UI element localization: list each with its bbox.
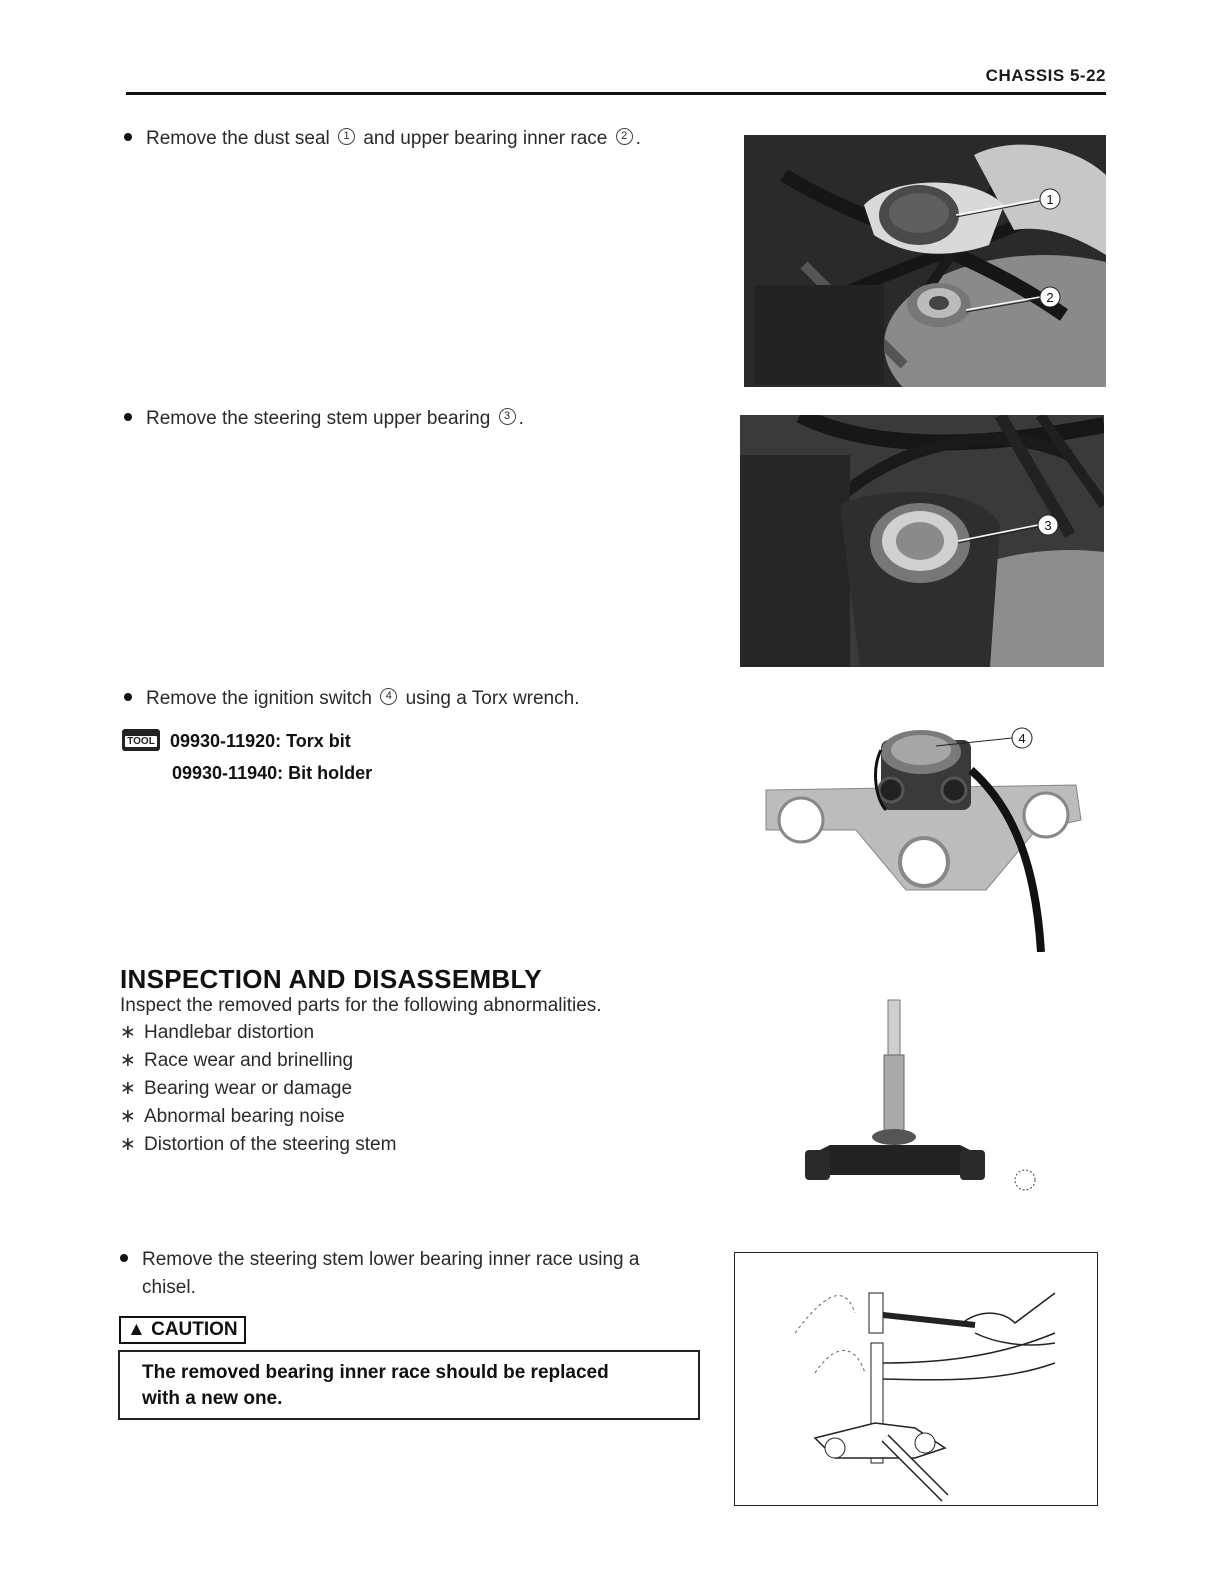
list-item: ∗ Distortion of the steering stem — [120, 1134, 397, 1155]
callout-ref-1: 1 — [338, 128, 355, 145]
inspection-intro: Inspect the removed parts for the following abnormalities. — [120, 995, 602, 1016]
callout-4: 4 — [1018, 731, 1026, 746]
step-text: . — [635, 128, 641, 149]
list-item: ∗ Abnormal bearing noise — [120, 1106, 345, 1127]
step-text: Remove the dust seal — [146, 128, 330, 149]
callout-ref-3: 3 — [499, 408, 516, 425]
tool-icon: TOOL — [122, 729, 160, 751]
list-item: ∗ Handlebar distortion — [120, 1022, 315, 1043]
step-ignition-switch — [124, 688, 579, 710]
callout-ref-4: 4 — [380, 688, 397, 705]
callout-ref-2: 2 — [616, 128, 633, 145]
photo-upper-bearing — [740, 415, 1104, 667]
photo-ignition-switch — [736, 690, 1108, 952]
step-text: Remove the steering stem upper bearing — [146, 408, 491, 429]
caution-text: The removed bearing inner race should be replaced — [142, 1362, 609, 1383]
callout-1: 1 — [1046, 192, 1054, 207]
inspection-list — [120, 1021, 396, 1161]
photo-dust-seal-removal — [744, 135, 1106, 387]
list-item: ∗ Bearing wear or damage — [120, 1078, 353, 1099]
caution-box — [118, 1350, 700, 1420]
tool-bit-holder: 09930-11940: Bit holder — [172, 763, 373, 783]
step-upper-bearing — [124, 408, 524, 430]
bullet-dot — [124, 133, 132, 141]
page-header-title: CHASSIS 5-22 — [985, 66, 1106, 85]
tool-torx-bit: 09930-11920: Torx bit — [170, 731, 351, 751]
section-title-inspection: INSPECTION AND DISASSEMBLY — [120, 964, 542, 994]
bullet-dot — [120, 1254, 128, 1262]
header-rule — [126, 92, 1106, 95]
step-lower-race — [120, 1246, 710, 1302]
callout-3: 3 — [1044, 518, 1052, 533]
caution-tag: ▲ CAUTION — [119, 1316, 246, 1344]
step-text: . — [518, 408, 524, 429]
step-dust-seal — [124, 128, 641, 150]
step-text: using a Torx wrench. — [405, 688, 580, 709]
step-text: and upper bearing inner race — [363, 128, 608, 149]
photo-steering-stem — [800, 995, 1050, 1200]
illustration-chisel-removal — [734, 1252, 1098, 1506]
bullet-dot — [124, 693, 132, 701]
list-item: ∗ Race wear and brinelling — [120, 1050, 354, 1071]
tool-line-1 — [122, 731, 351, 753]
bullet-dot — [124, 413, 132, 421]
warning-icon: ▲ — [127, 1319, 146, 1340]
step-text: Remove the steering stem lower bearing inner race using a — [142, 1249, 640, 1270]
caution-text: with a new one. — [142, 1388, 283, 1409]
callout-2: 2 — [1046, 290, 1054, 305]
step-text: chisel. — [142, 1277, 196, 1298]
step-text: Remove the ignition switch — [146, 688, 372, 709]
